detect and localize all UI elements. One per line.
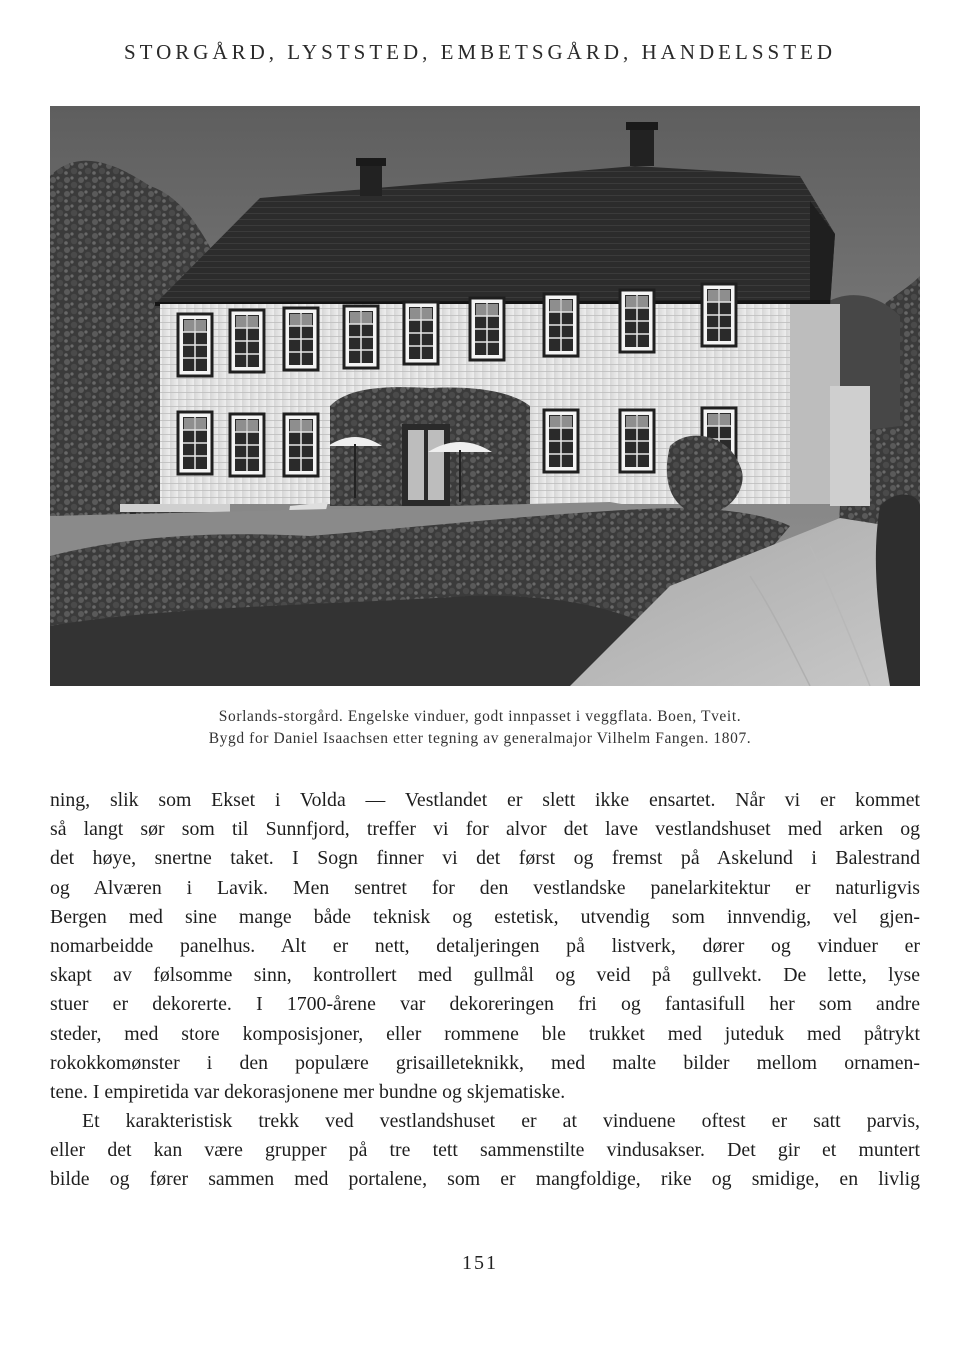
text-line: nomarbeidde panelhus. Alt er nett, detaljeringen på listverk, dører og vinduer er xyxy=(50,934,920,957)
photo-caption xyxy=(0,706,960,750)
text-line: stuer er dekorerte. I 1700-årene var dekoreringen fri og fantasifull her som andre xyxy=(50,993,920,1016)
text-line: Et karakteristisk trekk ved vestlandshuset er at vinduene oftest er satt parvis, xyxy=(82,1110,920,1133)
caption-line-1: Sorlands-storgård. Engelske vinduer, godt innpasset i veggflata. Boen, Tveit. xyxy=(218,708,742,725)
text-line: ning, slik som Ekset i Volda — Vestlandet er slett ikke ensartet. Når vi er kommet xyxy=(50,789,920,811)
text-line: steder, med store komposisjoner, eller rommene ble trukket med juteduk med påtrykt xyxy=(50,1022,920,1045)
paragraph-1 xyxy=(50,786,920,1107)
text-line: skapt av følsomme sinn, kontrollert med gullmål og veid på gullvekt. De lette, lyse xyxy=(50,964,920,987)
house-photo-illustration xyxy=(50,106,920,686)
running-head: STORGÅRD, LYSTSTED, EMBETSGÅRD, HANDELSSTED xyxy=(123,40,837,64)
text-line: så langt sør som til Sunnfjord, treffer vi for alvor det lave vestlandshuset med arken og xyxy=(50,818,920,841)
text-line: og Alværen i Lavik. Men sentret for den vestlandske panelarkitektur er naturligvis xyxy=(50,876,920,899)
text-line: Bergen med sine mange både teknisk og estetisk, utvendig som innvendig, vel gjen- xyxy=(50,905,920,928)
caption-line-2: Bygd for Daniel Isaachsen etter tegning av generalmajor Vilhelm Fangen. 1807. xyxy=(208,730,752,747)
body-text xyxy=(50,786,920,1195)
text-line: bilde og fører sammen med portalene, som er mangfoldige, rike og smidige, en livlig xyxy=(50,1168,920,1191)
text-line: eller det kan være grupper på tre tett sammenstilte vindusakser. Det gir et muntert xyxy=(50,1139,920,1162)
house-photograph xyxy=(50,106,920,686)
page-number: 151 xyxy=(462,1252,498,1274)
paragraph-2 xyxy=(50,1107,920,1195)
text-line: det høye, snertne taket. I Sogn finner vi det først og fremst på Askelund i Balestrand xyxy=(50,847,920,870)
text-line: tene. I empiretida var dekorasjonene mer bundne og skjematiske. xyxy=(50,1080,566,1103)
text-line: rokokkomønster i den populære grisailleteknikk, med malte bilder mellom ornamen- xyxy=(50,1051,920,1074)
